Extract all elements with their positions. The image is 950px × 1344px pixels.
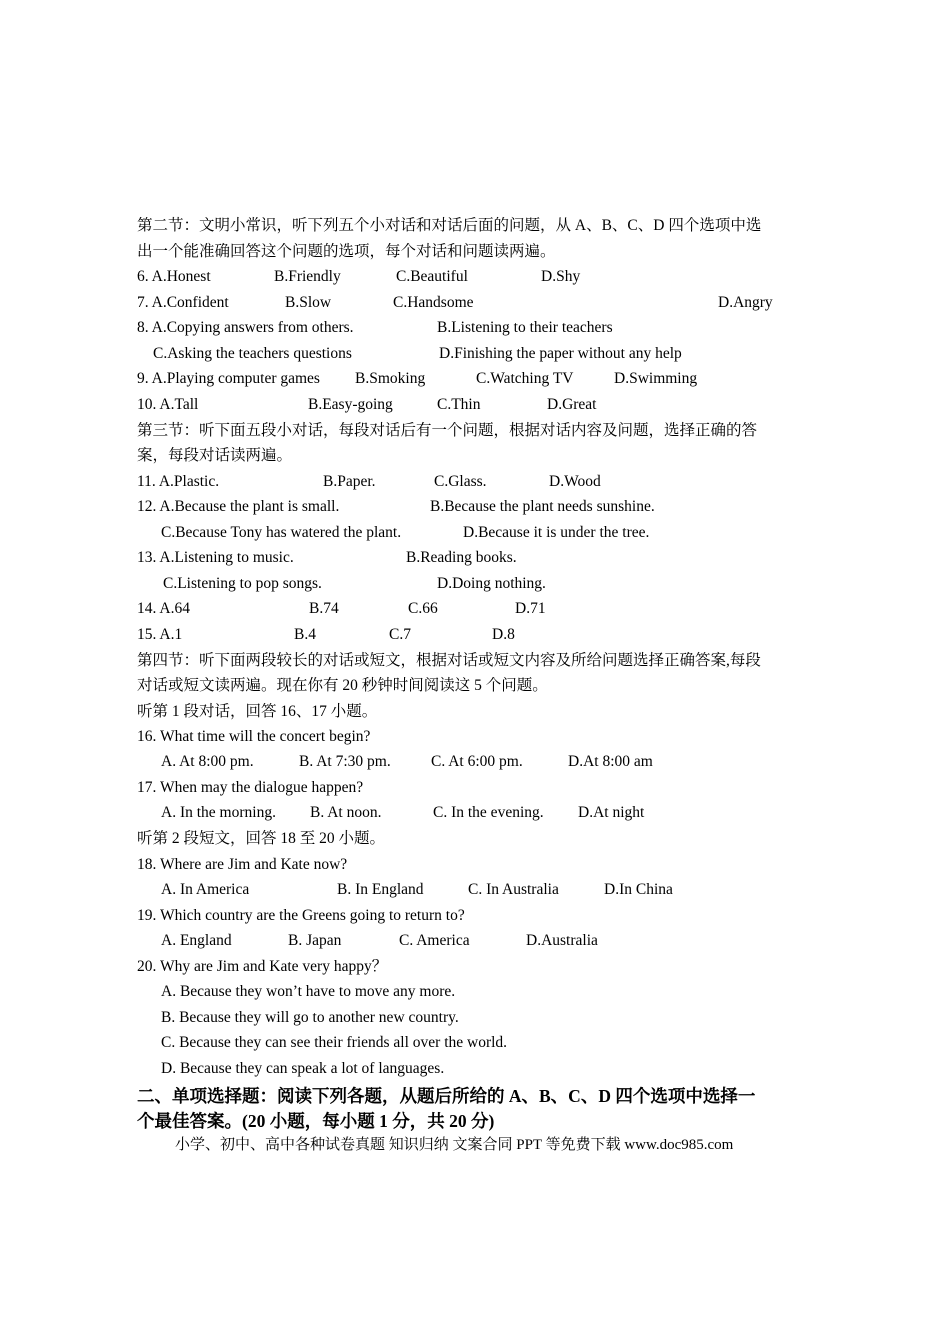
q18-option-a: A. In America [161, 881, 250, 898]
q7-option-b: B.Slow [285, 294, 332, 311]
passage-2-instruction: 听第 2 段短文，回答 18 至 20 小题。 [137, 830, 386, 847]
q9-option-c: C.Watching TV [476, 370, 574, 387]
q17-option-b: B. At noon. [310, 804, 382, 821]
q6-option-b: B.Friendly [274, 268, 341, 285]
q8-option-a: 8. A.Copying answers from others. [137, 319, 354, 336]
q11-option-b: B.Paper. [323, 473, 376, 490]
q11-option-a: 11. A.Plastic. [137, 473, 220, 490]
q18-option-d: D.In China [604, 881, 673, 898]
q19-option-a: A. England [161, 932, 232, 949]
q11-option-d: D.Wood [549, 473, 601, 490]
q16-option-c: C. At 6:00 pm. [431, 753, 523, 770]
q10-option-d: D.Great [547, 396, 597, 413]
q17-option-c: C. In the evening. [433, 804, 544, 821]
part-2-heading-line-1: 二、单项选择题：阅读下列各题，从题后所给的 A、B、C、D 四个选项中选择一 [137, 1086, 756, 1106]
q19-stem: 19. Which country are the Greens going to return to? [137, 907, 465, 924]
q18-option-b: B. In England [337, 881, 424, 898]
q17-option-a: A. In the morning. [161, 804, 276, 821]
q16-option-d: D.At 8:00 am [568, 753, 653, 770]
q18-stem: 18. Where are Jim and Kate now? [137, 856, 348, 873]
q20-option-c: C. Because they can see their friends all over the world. [161, 1034, 508, 1051]
q13-option-a: 13. A.Listening to music. [137, 549, 294, 566]
q14-option-a: 14. A.64 [137, 600, 190, 617]
page-footer: 小学、初中、高中各种试卷真题 知识归纳 文案合同 PPT 等免费下载 www.doc985.com [175, 1137, 734, 1153]
q12-option-b: B.Because the plant needs sunshine. [430, 498, 655, 515]
part-2-heading-line-2: 个最佳答案。(20 小题，每小题 1 分，共 20 分) [137, 1111, 495, 1131]
q7-option-c: C.Handsome [393, 294, 474, 311]
section-3-intro-line-1: 第三节：听下面五段小对话，每段对话后有一个问题，根据对话内容及问题，选择正确的答 [137, 422, 758, 439]
q15-option-d: D.8 [492, 626, 515, 643]
q18-option-c: C. In Australia [468, 881, 559, 898]
q17-stem: 17. When may the dialogue happen? [137, 779, 364, 796]
q9-option-b: B.Smoking [355, 370, 426, 387]
section-4-intro-line-2: 对话或短文读两遍。现在你有 20 秒钟时间阅读这 5 个问题。 [137, 677, 548, 694]
q10-option-b: B.Easy-going [308, 396, 393, 413]
q19-option-b: B. Japan [288, 932, 342, 949]
section-2-intro-line-1: 第二节：文明小常识，听下列五个小对话和对话后面的问题，从 A、B、C、D 四个选项中选 [137, 217, 762, 234]
q19-option-c: C. America [399, 932, 470, 949]
q16-stem: 16. What time will the concert begin? [137, 728, 371, 745]
q13-option-d: D.Doing nothing. [437, 575, 546, 592]
q12-option-d: D.Because it is under the tree. [463, 524, 650, 541]
q7-option-d: D.Angry [718, 294, 773, 311]
q11-option-c: C.Glass. [434, 473, 487, 490]
q20-stem: 20. Why are Jim and Kate very happy？ [137, 958, 388, 975]
q16-option-a: A. At 8:00 pm. [161, 753, 254, 770]
q14-option-b: B.74 [309, 600, 339, 617]
q15-option-c: C.7 [389, 626, 411, 643]
q12-option-a: 12. A.Because the plant is small. [137, 498, 340, 515]
passage-1-instruction: 听第 1 段对话，回答 16、17 小题。 [137, 703, 378, 720]
q14-option-c: C.66 [408, 600, 438, 617]
q19-option-d: D.Australia [526, 932, 598, 949]
q6-option-d: D.Shy [541, 268, 581, 285]
q14-option-d: D.71 [515, 600, 546, 617]
q7-option-a: 7. A.Confident [137, 294, 229, 311]
q17-option-d: D.At night [578, 804, 645, 821]
q20-option-a: A. Because they won’t have to move any more. [161, 983, 456, 1000]
q13-option-b: B.Reading books. [406, 549, 517, 566]
q20-option-d: D. Because they can speak a lot of languages. [161, 1060, 445, 1077]
q6-option-a: 6. A.Honest [137, 268, 211, 285]
q10-option-c: C.Thin [437, 396, 481, 413]
q9-option-a: 9. A.Playing computer games [137, 370, 320, 387]
q10-option-a: 10. A.Tall [137, 396, 199, 413]
q15-option-b: B.4 [294, 626, 316, 643]
q8-option-d: D.Finishing the paper without any help [439, 345, 682, 362]
q12-option-c: C.Because Tony has watered the plant. [161, 524, 402, 541]
section-4-intro-line-1: 第四节：听下面两段较长的对话或短文，根据对话或短文内容及所给问题选择正确答案,每段 [137, 652, 761, 669]
q9-option-d: D.Swimming [614, 370, 698, 387]
q15-option-a: 15. A.1 [137, 626, 183, 643]
q13-option-c: C.Listening to pop songs. [163, 575, 322, 592]
q6-option-c: C.Beautiful [396, 268, 468, 285]
section-2-intro-line-2: 出一个能准确回答这个问题的选项，每个对话和问题读两遍。 [137, 243, 556, 260]
q8-option-b: B.Listening to their teachers [437, 319, 613, 336]
q16-option-b: B. At 7:30 pm. [299, 753, 391, 770]
q8-option-c: C.Asking the teachers questions [153, 345, 352, 362]
section-3-intro-line-2: 案，每段对话读两遍。 [137, 447, 293, 464]
q20-option-b: B. Because they will go to another new country. [161, 1009, 459, 1026]
